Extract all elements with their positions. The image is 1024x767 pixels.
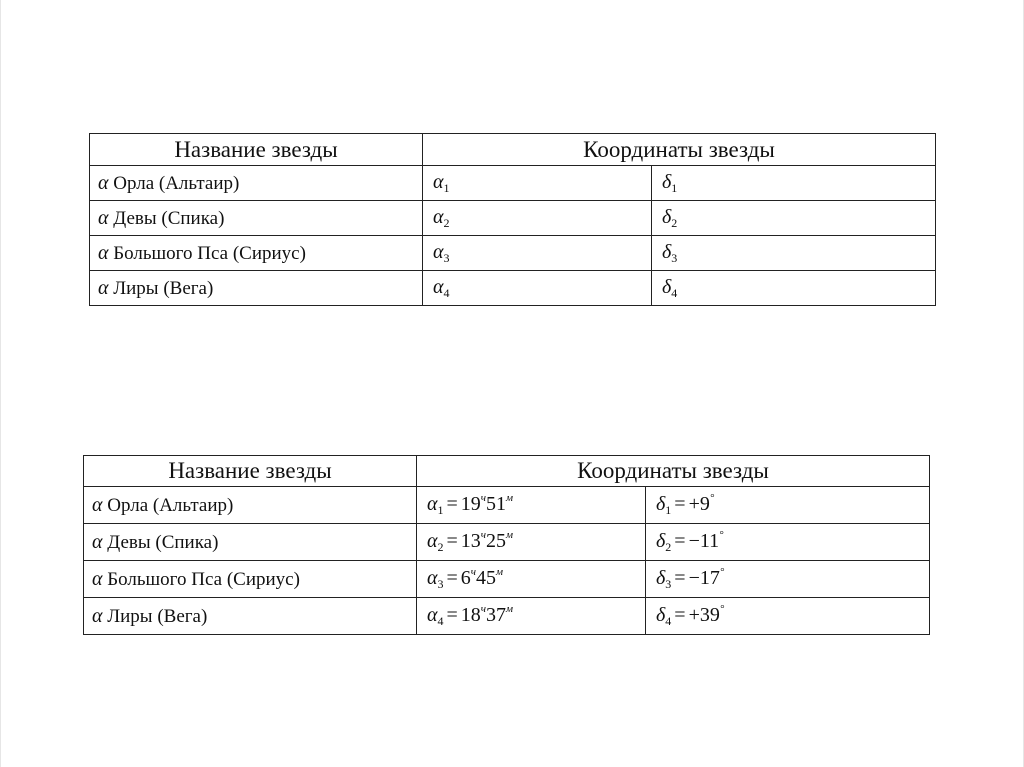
alpha-symbol: α <box>92 567 103 590</box>
declination-cell <box>646 598 930 635</box>
ra-hours: 13 <box>460 530 481 552</box>
dec-index: 2 <box>665 540 672 554</box>
dec-index: 1 <box>671 180 678 195</box>
right-ascension-cell <box>417 598 646 635</box>
ra-index: 2 <box>443 215 450 230</box>
star-name: Девы (Спика) <box>113 207 225 229</box>
star-name: Большого Пса (Сириус) <box>107 568 300 590</box>
ra-symbol: α <box>433 205 444 228</box>
alpha-symbol: α <box>98 276 109 299</box>
ra-index: 4 <box>437 614 444 628</box>
star-name-cell <box>84 561 417 598</box>
dec-symbol: δ <box>656 530 666 552</box>
star-name-cell <box>90 166 423 201</box>
dec-symbol: δ <box>656 604 666 626</box>
table-row <box>84 524 930 561</box>
table-row <box>90 236 936 271</box>
table-row <box>90 271 936 306</box>
dec-value: +39 <box>688 604 720 626</box>
hours-unit: ч <box>480 492 487 504</box>
dec-index: 3 <box>665 577 672 591</box>
hours-unit: ч <box>480 529 487 541</box>
right-ascension-cell <box>423 236 652 271</box>
dec-symbol: δ <box>656 493 666 515</box>
table-row <box>84 598 930 635</box>
equals-sign: = <box>446 493 458 515</box>
declination-cell <box>646 487 930 524</box>
degree-unit: ° <box>719 603 725 615</box>
dec-symbol: δ <box>656 567 666 589</box>
equals-sign: = <box>674 567 686 589</box>
declination-cell <box>652 271 936 306</box>
ra-symbol: α <box>427 567 438 589</box>
header-star-coords: Координаты звезды <box>417 456 930 487</box>
ra-minutes: 51 <box>486 493 507 515</box>
dec-symbol: δ <box>662 275 672 298</box>
star-name-cell <box>90 201 423 236</box>
star-name-cell <box>84 524 417 561</box>
right-ascension-cell <box>417 524 646 561</box>
minutes-unit: м <box>506 492 514 504</box>
star-name: Большого Пса (Сириус) <box>113 242 306 264</box>
star-name: Девы (Спика) <box>107 531 219 553</box>
equals-sign: = <box>446 567 458 589</box>
ra-minutes: 37 <box>486 604 507 626</box>
alpha-symbol: α <box>92 530 103 553</box>
ra-symbol: α <box>433 275 444 298</box>
dec-value: −11 <box>688 530 720 552</box>
dec-index: 1 <box>665 503 672 517</box>
equals-sign: = <box>674 493 686 515</box>
hours-unit: ч <box>470 566 477 578</box>
equals-sign: = <box>446 604 458 626</box>
ra-minutes: 25 <box>486 530 507 552</box>
dec-index: 2 <box>671 215 678 230</box>
dec-value: +9 <box>688 493 710 515</box>
table-header-row <box>90 134 936 166</box>
star-name-cell <box>90 236 423 271</box>
declination-cell <box>652 236 936 271</box>
ra-symbol: α <box>433 240 444 263</box>
ra-hours: 6 <box>460 567 471 589</box>
dec-symbol: δ <box>662 170 672 193</box>
dec-index: 4 <box>665 614 672 628</box>
star-name-cell <box>90 271 423 306</box>
dec-index: 4 <box>671 285 678 300</box>
ra-symbol: α <box>427 493 438 515</box>
right-ascension-cell <box>423 166 652 201</box>
alpha-symbol: α <box>98 241 109 264</box>
ra-minutes: 45 <box>476 567 497 589</box>
ra-index: 1 <box>443 180 450 195</box>
degree-unit: ° <box>719 566 725 578</box>
table-row <box>90 201 936 236</box>
ra-symbol: α <box>427 604 438 626</box>
ra-hours: 18 <box>460 604 481 626</box>
minutes-unit: м <box>506 529 514 541</box>
right-ascension-cell <box>417 561 646 598</box>
table-row <box>84 561 930 598</box>
declination-cell <box>652 201 936 236</box>
right-ascension-cell <box>423 201 652 236</box>
star-name: Лиры (Вега) <box>107 605 208 627</box>
minutes-unit: м <box>506 603 514 615</box>
degree-unit: ° <box>709 492 715 504</box>
ra-symbol: α <box>427 530 438 552</box>
ra-index: 4 <box>443 285 450 300</box>
table-header-row <box>84 456 930 487</box>
ra-index: 3 <box>437 577 444 591</box>
declination-cell <box>646 524 930 561</box>
alpha-symbol: α <box>98 171 109 194</box>
star-name-cell <box>84 598 417 635</box>
dec-index: 3 <box>671 250 678 265</box>
ra-index: 2 <box>437 540 444 554</box>
right-ascension-cell <box>423 271 652 306</box>
equals-sign: = <box>674 604 686 626</box>
minutes-unit: м <box>496 566 504 578</box>
alpha-symbol: α <box>98 206 109 229</box>
ra-index: 3 <box>443 250 450 265</box>
table-row <box>90 166 936 201</box>
header-star-name: Название звезды <box>90 134 423 166</box>
star-name-cell <box>84 487 417 524</box>
star-name: Лиры (Вега) <box>113 277 214 299</box>
equals-sign: = <box>446 530 458 552</box>
star-table-values <box>83 455 930 635</box>
degree-unit: ° <box>719 529 724 541</box>
equals-sign: = <box>674 530 686 552</box>
ra-index: 1 <box>437 503 444 517</box>
declination-cell <box>646 561 930 598</box>
dec-symbol: δ <box>662 205 672 228</box>
header-star-name: Название звезды <box>84 456 417 487</box>
dec-value: −17 <box>688 567 720 589</box>
hours-unit: ч <box>480 603 487 615</box>
table-row <box>84 487 930 524</box>
right-ascension-cell <box>417 487 646 524</box>
star-name: Орла (Альтаир) <box>113 172 240 194</box>
star-name: Орла (Альтаир) <box>107 494 234 516</box>
header-star-coords: Координаты звезды <box>423 134 936 166</box>
declination-cell <box>652 166 936 201</box>
star-table-symbolic <box>89 133 936 306</box>
alpha-symbol: α <box>92 493 103 516</box>
ra-symbol: α <box>433 170 444 193</box>
alpha-symbol: α <box>92 604 103 627</box>
ra-hours: 19 <box>460 493 481 515</box>
dec-symbol: δ <box>662 240 672 263</box>
